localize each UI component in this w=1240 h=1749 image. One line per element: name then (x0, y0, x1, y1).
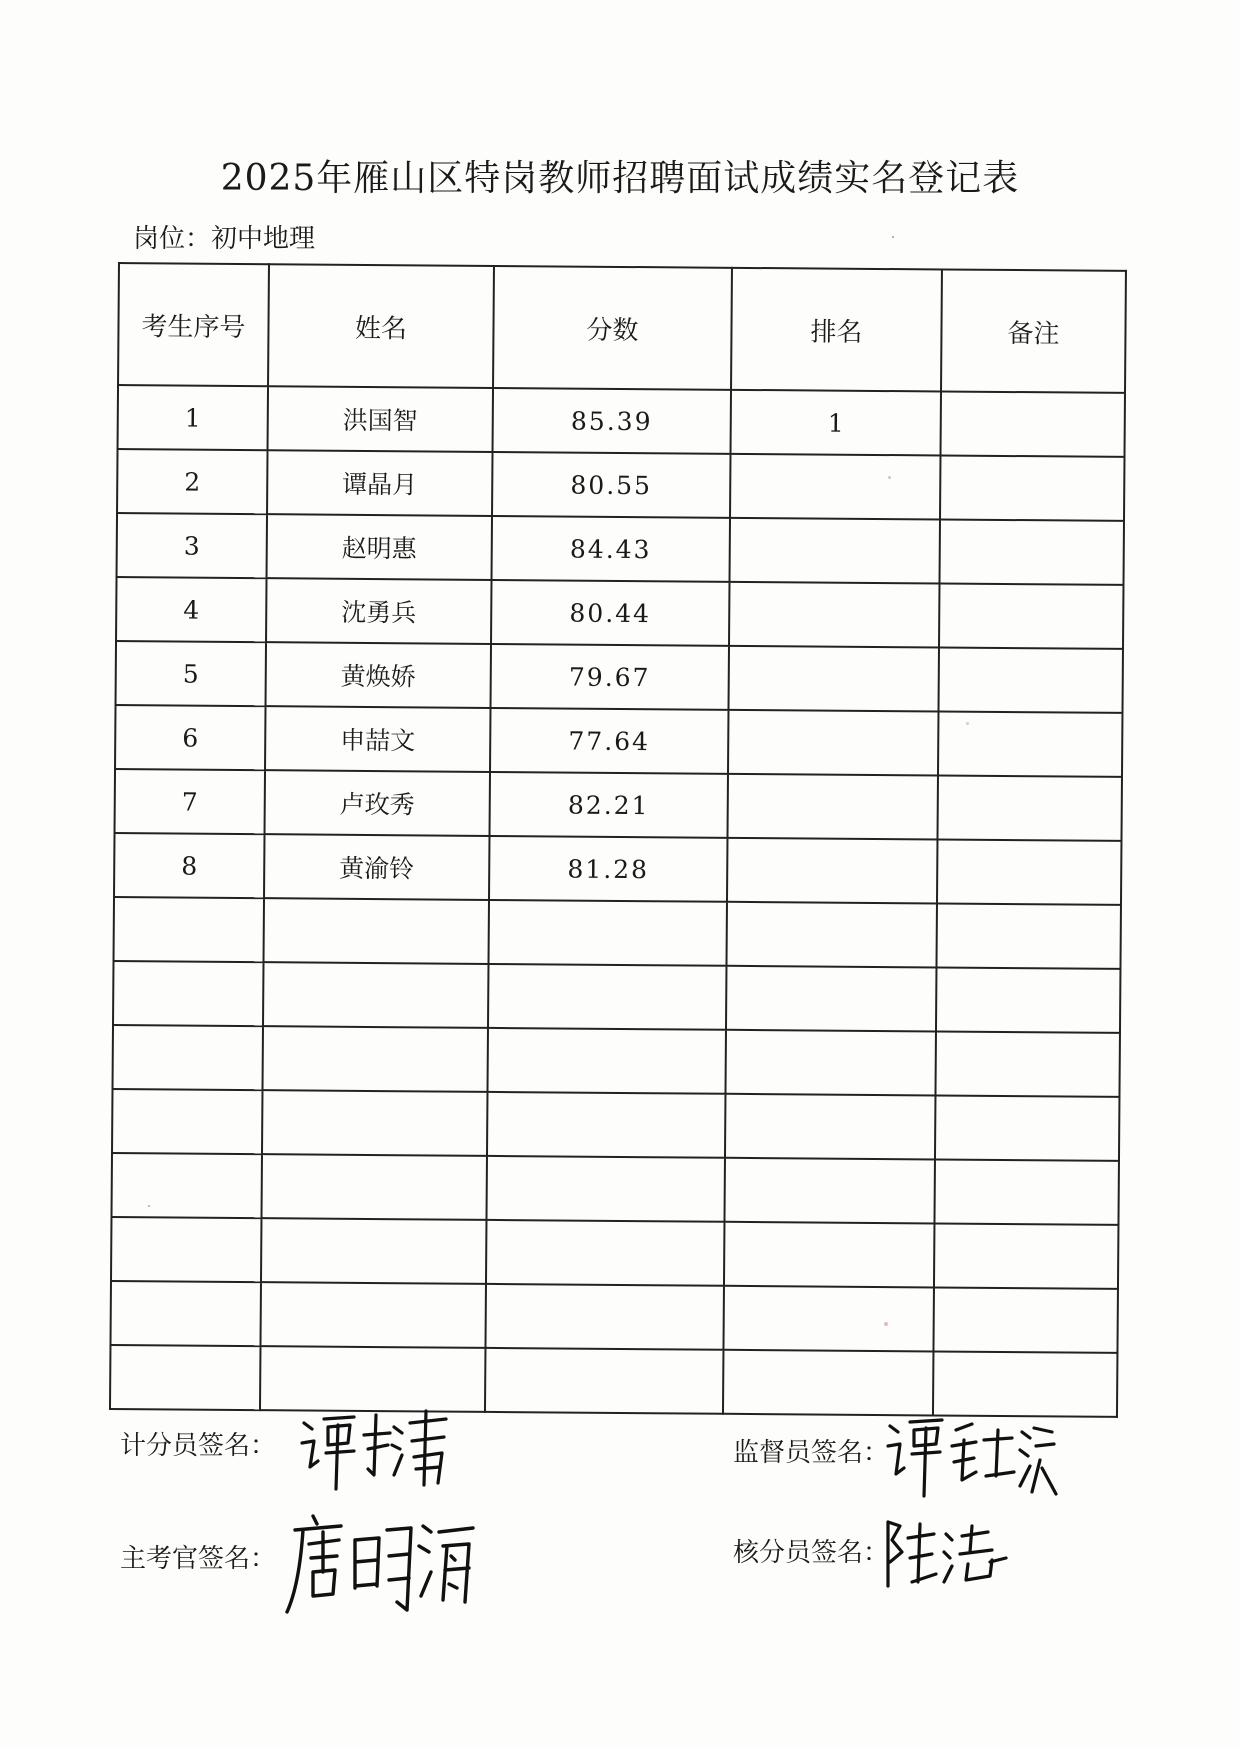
table-header-row (118, 263, 1126, 393)
cell-note (941, 391, 1125, 456)
cell-note (936, 967, 1120, 1032)
cell-rank (724, 1158, 934, 1224)
cell-name: 申喆文 (265, 706, 490, 772)
cell-candidate-no: 5 (116, 641, 266, 706)
cell-candidate-no: 6 (115, 705, 265, 770)
table-body (110, 385, 1125, 1417)
scan-speck (966, 722, 969, 725)
cell-rank (723, 1350, 933, 1416)
table-row (113, 961, 1120, 1033)
cell-candidate-no (113, 1025, 263, 1090)
table-row (117, 513, 1124, 585)
scan-speck (888, 476, 891, 479)
cell-rank (727, 774, 937, 840)
cell-note (935, 1031, 1119, 1096)
table-row (116, 577, 1123, 649)
score-table (109, 262, 1127, 1418)
table-row (110, 1281, 1117, 1353)
cell-note (936, 903, 1120, 968)
table-row (114, 897, 1121, 969)
cell-score: 85.39 (493, 388, 731, 454)
cell-note (938, 647, 1122, 712)
cell-score (485, 1348, 723, 1414)
cell-rank (726, 966, 936, 1032)
cell-name (263, 962, 488, 1028)
supervisor-signature-label: 监督员签名： (733, 1438, 890, 1468)
cell-name (263, 1026, 488, 1092)
cell-candidate-no (112, 1089, 262, 1154)
cell-candidate-no: 8 (114, 833, 264, 898)
cell-rank (725, 1094, 935, 1160)
table-row (113, 1025, 1120, 1097)
cell-rank (730, 518, 940, 584)
cell-candidate-no: 4 (116, 577, 266, 642)
cell-name: 黄焕娇 (266, 642, 491, 708)
cell-score (486, 1156, 724, 1222)
cell-note (934, 1223, 1118, 1288)
cell-note (933, 1287, 1117, 1352)
cell-candidate-no (113, 961, 263, 1026)
cell-name: 赵明惠 (267, 514, 492, 580)
cell-name (260, 1282, 485, 1348)
checker-signature-label: 核分员签名： (733, 1538, 890, 1568)
cell-rank (724, 1222, 934, 1288)
cell-note (940, 519, 1124, 584)
table-row (117, 449, 1124, 521)
header-note: 备注 (941, 269, 1126, 392)
cell-score: 80.55 (492, 452, 730, 518)
cell-name (262, 1090, 487, 1156)
checker-signature (880, 1512, 1010, 1592)
header-score: 分数 (493, 266, 732, 390)
header-candidate-no: 考生序号 (118, 263, 269, 386)
cell-candidate-no (111, 1217, 261, 1282)
header-name: 姓名 (268, 264, 494, 388)
table-row (115, 769, 1122, 841)
cell-score: 82.21 (490, 772, 728, 838)
cell-name: 卢玫秀 (265, 770, 490, 836)
cell-score: 77.64 (490, 708, 728, 774)
cell-name: 洪国智 (268, 386, 493, 452)
chief-examiner-signature-label: 主考官签名： (120, 1544, 277, 1574)
cell-name (261, 1154, 486, 1220)
cell-rank (723, 1286, 933, 1352)
table-row (116, 641, 1123, 713)
scan-speck (892, 236, 894, 238)
cell-score (488, 900, 726, 966)
scan-speck (884, 1322, 888, 1326)
table-row (111, 1153, 1118, 1225)
cell-candidate-no (110, 1345, 260, 1410)
cell-note (939, 583, 1123, 648)
table-row (112, 1089, 1119, 1161)
cell-candidate-no: 1 (118, 385, 268, 450)
cell-candidate-no: 2 (117, 449, 267, 514)
cell-rank (729, 646, 939, 712)
cell-score (486, 1220, 724, 1286)
cell-score: 80.44 (491, 580, 729, 646)
cell-score: 81.28 (489, 836, 727, 902)
cell-score: 84.43 (492, 516, 730, 582)
cell-note (934, 1159, 1118, 1224)
cell-note (937, 839, 1121, 904)
cell-candidate-no (111, 1153, 261, 1218)
cell-note (933, 1351, 1117, 1416)
cell-candidate-no (114, 897, 264, 962)
cell-rank (726, 902, 936, 968)
cell-name: 沈勇兵 (266, 578, 491, 644)
cell-rank: 1 (731, 390, 941, 456)
table-row (118, 385, 1125, 457)
table-row (115, 705, 1122, 777)
header-rank: 排名 (731, 268, 942, 392)
cell-note (937, 775, 1121, 840)
cell-rank (729, 582, 939, 648)
cell-score (487, 1092, 725, 1158)
cell-candidate-no: 3 (117, 513, 267, 578)
cell-rank (727, 838, 937, 904)
page-title: 2025年雁山区特岗教师招聘面试成绩实名登记表 (220, 158, 1020, 199)
position-label: 岗位：初中地理 (133, 224, 316, 254)
cell-score (487, 1028, 725, 1094)
cell-rank (728, 710, 938, 776)
cell-note (935, 1095, 1119, 1160)
cell-rank (730, 454, 940, 520)
scan-speck (148, 1205, 150, 1207)
scorer-signature-label: 计分员签名： (120, 1431, 277, 1461)
cell-score: 79.67 (491, 644, 729, 710)
cell-name: 谭晶月 (267, 450, 492, 516)
cell-rank (725, 1030, 935, 1096)
cell-candidate-no: 7 (115, 769, 265, 834)
table-row (111, 1217, 1118, 1289)
cell-name (261, 1218, 486, 1284)
table-row (114, 833, 1121, 905)
cell-name: 黄渝铃 (264, 834, 489, 900)
cell-candidate-no (110, 1281, 260, 1346)
cell-score (485, 1284, 723, 1350)
table-row (110, 1345, 1117, 1417)
cell-note (940, 455, 1124, 520)
chief-examiner-signature (283, 1510, 483, 1620)
scorer-signature (298, 1405, 458, 1495)
cell-score (488, 964, 726, 1030)
score-table-wrapper (109, 262, 1125, 1418)
supervisor-signature (880, 1410, 1060, 1510)
cell-name (264, 898, 489, 964)
cell-name (260, 1346, 485, 1412)
